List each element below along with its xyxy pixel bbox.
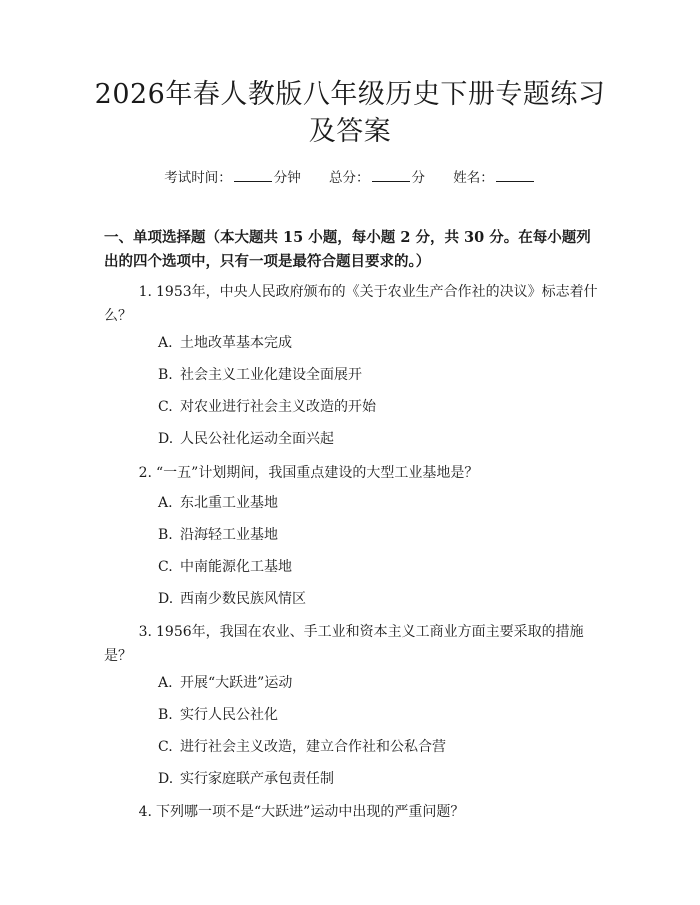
exam-score-blank — [372, 169, 410, 182]
option-letter: A. — [158, 495, 173, 511]
exam-name-blank — [496, 169, 534, 182]
exam-meta — [0, 169, 700, 187]
option-text: 人民公社化运动全面兴起 — [180, 431, 334, 447]
option-text: 实行家庭联产承包责任制 — [180, 771, 334, 787]
option-letter: C. — [158, 739, 173, 755]
option-text: 社会主义工业化建设全面展开 — [180, 367, 362, 383]
question-1-option-c — [158, 397, 598, 417]
question-3-option-a — [158, 673, 598, 693]
question-1-option-b — [158, 365, 598, 385]
option-letter: B. — [158, 367, 173, 383]
option-letter: B. — [158, 527, 173, 543]
exam-name — [453, 169, 536, 187]
question-2-option-c — [158, 557, 598, 577]
option-text: 开展“大跃进”运动 — [180, 675, 293, 691]
question-2-option-b — [158, 525, 598, 545]
question-2-option-a — [158, 493, 598, 513]
question-3 — [104, 620, 604, 668]
option-letter: C. — [158, 399, 173, 415]
exam-time-label: 考试时间： — [164, 170, 232, 186]
question-3-option-c — [158, 737, 598, 757]
option-text: 土地改革基本完成 — [180, 335, 292, 351]
question-3-option-b — [158, 705, 598, 725]
exam-score — [329, 169, 425, 187]
question-number: 1. — [138, 284, 152, 300]
question-text: 下列哪一项不是“大跃进”运动中出现的严重问题？ — [156, 804, 465, 820]
question-1-option-a — [158, 333, 598, 353]
option-letter: D. — [158, 771, 174, 787]
exam-score-label: 总分： — [329, 170, 370, 186]
option-text: 西南少数民族风情区 — [180, 591, 306, 607]
question-2-option-d — [158, 589, 598, 609]
option-letter: A. — [158, 335, 173, 351]
option-letter: A. — [158, 675, 173, 691]
exam-name-label: 姓名： — [453, 170, 494, 186]
option-text: 对农业进行社会主义改造的开始 — [180, 399, 376, 415]
option-text: 东北重工业基地 — [180, 495, 278, 511]
question-number: 3. — [138, 624, 152, 640]
exam-time — [164, 169, 301, 187]
question-1 — [104, 280, 604, 328]
option-text: 实行人民公社化 — [180, 707, 278, 723]
option-text: 沿海轻工业基地 — [180, 527, 278, 543]
option-text: 进行社会主义改造，建立合作社和公私合营 — [180, 739, 446, 755]
option-letter: C. — [158, 559, 173, 575]
question-2 — [104, 461, 604, 485]
option-letter: D. — [158, 431, 174, 447]
section-heading: 一、单项选择题（本大题共 15 小题，每小题 2 分，共 30 分。在每小题列出的四个选项中，只有一项是最符合题目要求的。） — [104, 229, 591, 270]
option-letter: B. — [158, 707, 173, 723]
question-number: 4. — [138, 804, 152, 820]
exam-time-unit: 分钟 — [273, 170, 301, 186]
question-1-option-d — [158, 429, 598, 449]
question-text: 1956年，我国在农业、手工业和资本主义工商业方面主要采取的措施是？ — [104, 624, 584, 664]
question-4 — [104, 800, 604, 824]
document-title: 2026年春人教版八年级历史下册专题练习及答案 — [94, 79, 606, 147]
option-text: 中南能源化工基地 — [180, 559, 292, 575]
option-letter: D. — [158, 591, 174, 607]
exam-score-unit: 分 — [411, 170, 425, 186]
question-text: “一五”计划期间，我国重点建设的大型工业基地是？ — [156, 465, 479, 481]
question-text: 1953年，中央人民政府颁布的《关于农业生产合作社的决议》标志着什么？ — [104, 284, 598, 324]
question-number: 2. — [138, 465, 152, 481]
exam-time-blank — [234, 169, 272, 182]
question-3-option-d — [158, 769, 598, 789]
